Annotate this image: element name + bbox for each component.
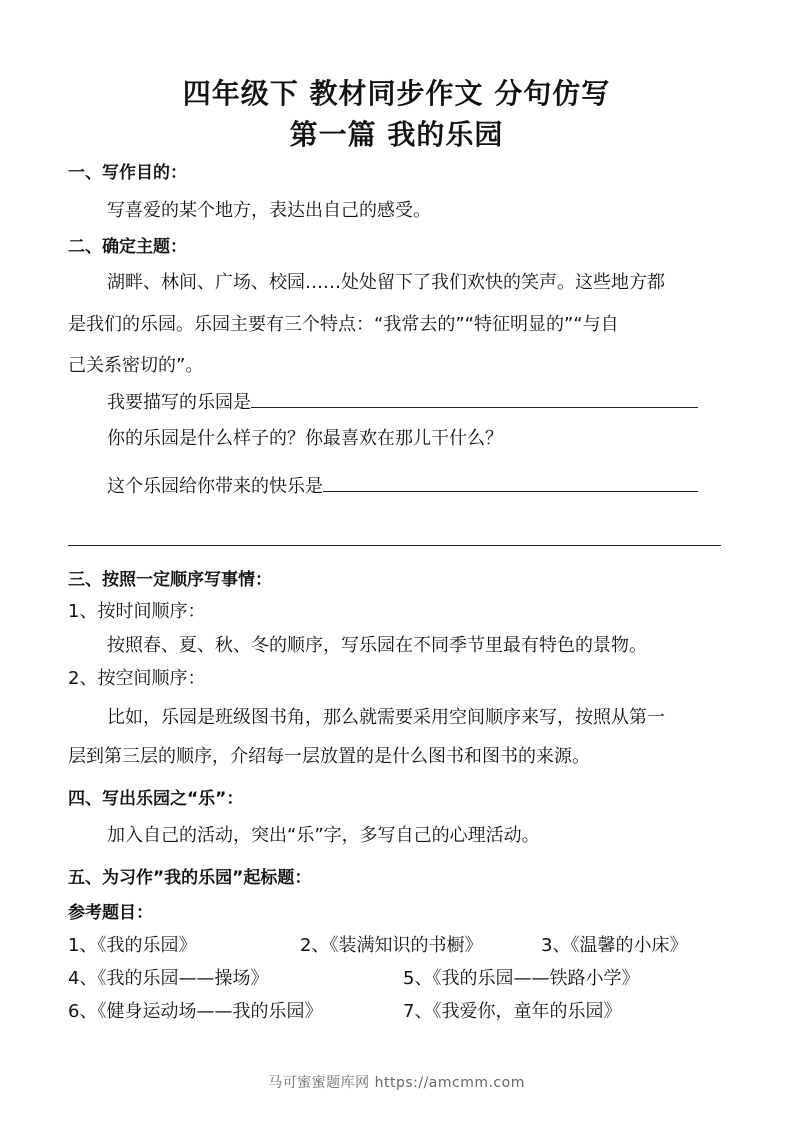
ref-title-5: 5、《我的乐园——铁路小学》 (403, 968, 640, 989)
section3-sub1-text: 按照春、夏、秋、冬的顺序，写乐园在不同季节里最有特色的景物。 (107, 635, 647, 656)
prompt1-blank[interactable] (251, 389, 698, 408)
section3-sub2-line1: 比如，乐园是班级图书角，那么就需要采用空间顺序来写，按照从第一 (107, 707, 665, 728)
page-title: 四年级下 教材同步作文 分句仿写 (182, 77, 611, 110)
prompt3-label: 这个乐园给你带来的快乐是 (107, 476, 323, 497)
prompt3-row (107, 472, 698, 498)
section3-sub2-label: 2、按空间顺序： (68, 668, 206, 689)
ref-title-6: 6、《健身运动场——我的乐园》 (68, 1001, 323, 1022)
section3-heading: 三、按照一定顺序写事情： (68, 570, 272, 590)
answer-blank-line[interactable] (68, 545, 721, 546)
section2-heading: 二、确定主题： (68, 237, 187, 257)
section5-heading: 五、为习作”我的乐园”起标题： (68, 868, 312, 888)
section4-heading: 四、写出乐园之“乐”： (68, 789, 244, 809)
ref-title-4: 4、《我的乐园——操场》 (68, 968, 269, 989)
prompt1-label: 我要描写的乐园是 (107, 392, 251, 413)
section1-text: 写喜爱的某个地方，表达出自己的感受。 (107, 200, 431, 221)
section3-sub1-label: 1、按时间顺序： (68, 601, 206, 622)
section2-para-line2: 是我们的乐园。乐园主要有三个特点：“我常去的”“特征明显的”“与自 (68, 314, 619, 335)
ref-title-1: 1、《我的乐园》 (68, 935, 197, 956)
ref-title-7: 7、《我爱你，童年的乐园》 (403, 1001, 622, 1022)
ref-title-3: 3、《温馨的小床》 (541, 935, 688, 956)
section2-para-line3: 己关系密切的”。 (68, 355, 204, 376)
ref-title-2: 2、《装满知识的书橱》 (300, 935, 483, 956)
section2-para-line1: 湖畔、林间、广场、校园……处处留下了我们欢快的笑声。这些地方都 (107, 272, 665, 293)
section4-text: 加入自己的活动，突出“乐”字，多写自己的心理活动。 (107, 825, 540, 846)
prompt2-text: 你的乐园是什么样子的？你最喜欢在那儿干什么？ (107, 428, 503, 449)
reference-titles-heading: 参考题目： (68, 903, 153, 923)
prompt3-blank[interactable] (323, 473, 698, 492)
section3-sub2-line2: 层到第三层的顺序，介绍每一层放置的是什么图书和图书的来源。 (68, 746, 590, 767)
section1-heading: 一、写作目的： (68, 163, 187, 183)
footer-watermark: 马可蜜蜜题库网 https://amcmm.com (268, 1075, 525, 1091)
prompt1-row (107, 388, 698, 414)
page-subtitle: 第一篇 我的乐园 (289, 118, 504, 151)
